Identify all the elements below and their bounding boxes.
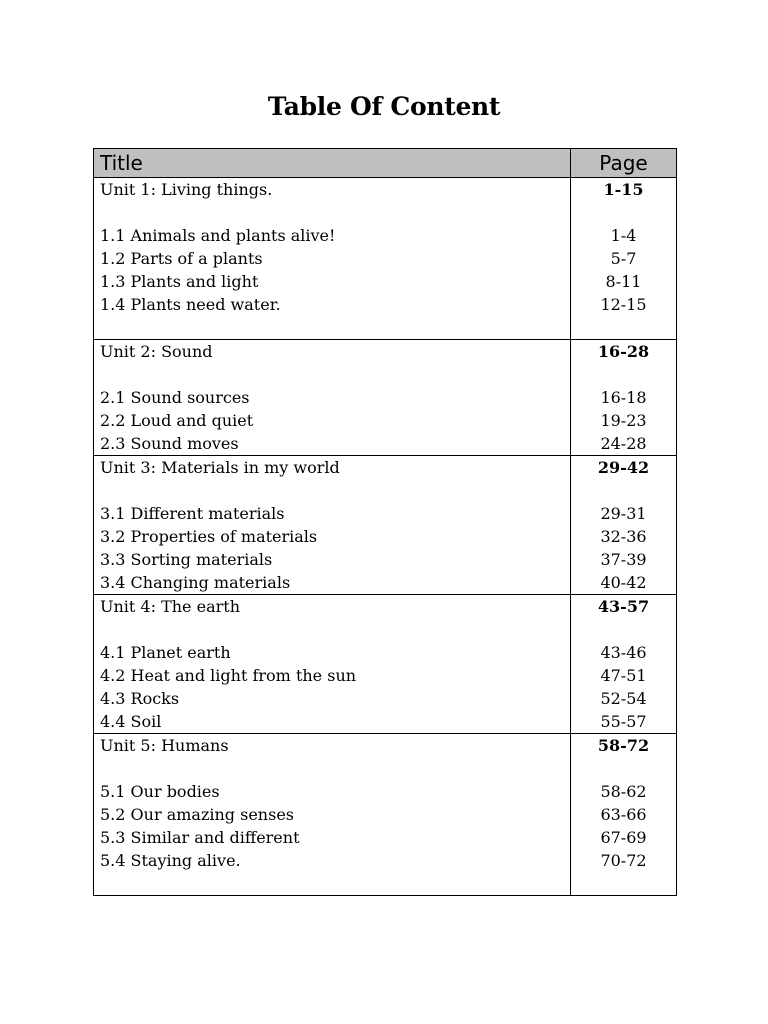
unit-row — [94, 734, 677, 758]
unit-row — [94, 178, 677, 202]
section-row — [94, 687, 677, 710]
unit-row — [94, 595, 677, 619]
section-row — [94, 641, 677, 664]
section-title: 3.1 Different materials — [94, 502, 571, 525]
unit-title: Unit 2: Sound — [94, 340, 571, 364]
section-row — [94, 502, 677, 525]
section-pages: 47-51 — [571, 664, 677, 687]
section-row — [94, 525, 677, 548]
section-title: 3.3 Sorting materials — [94, 548, 571, 571]
section-title: 4.2 Heat and light from the sun — [94, 664, 571, 687]
section-row — [94, 224, 677, 247]
section-title: 4.1 Planet earth — [94, 641, 571, 664]
section-row — [94, 664, 677, 687]
section-title: 1.1 Animals and plants alive! — [94, 224, 571, 247]
section-title: 4.3 Rocks — [94, 687, 571, 710]
unit-row — [94, 456, 677, 480]
section-pages: 55-57 — [571, 710, 677, 734]
section-title: 2.2 Loud and quiet — [94, 409, 571, 432]
spacer-row — [94, 316, 677, 340]
section-pages: 52-54 — [571, 687, 677, 710]
unit-pages: 58-72 — [571, 734, 677, 758]
section-row — [94, 293, 677, 316]
section-title: 3.2 Properties of materials — [94, 525, 571, 548]
section-pages: 29-31 — [571, 502, 677, 525]
unit-pages: 29-42 — [571, 456, 677, 480]
unit-title: Unit 1: Living things. — [94, 178, 571, 202]
section-title: 5.2 Our amazing senses — [94, 803, 571, 826]
section-title: 2.1 Sound sources — [94, 386, 571, 409]
section-title: 1.4 Plants need water. — [94, 293, 571, 316]
section-title: 3.4 Changing materials — [94, 571, 571, 595]
section-title: 5.1 Our bodies — [94, 780, 571, 803]
section-pages: 37-39 — [571, 548, 677, 571]
section-pages: 43-46 — [571, 641, 677, 664]
section-pages: 24-28 — [571, 432, 677, 456]
section-title: 5.4 Staying alive. — [94, 849, 571, 872]
title-column-header: Title — [94, 149, 571, 178]
section-row — [94, 849, 677, 872]
unit-title: Unit 4: The earth — [94, 595, 571, 619]
section-row — [94, 780, 677, 803]
section-row — [94, 826, 677, 849]
section-pages: 67-69 — [571, 826, 677, 849]
section-pages: 5-7 — [571, 247, 677, 270]
unit-title: Unit 5: Humans — [94, 734, 571, 758]
table-header-row — [94, 149, 677, 178]
section-row — [94, 803, 677, 826]
section-row — [94, 571, 677, 595]
section-title: 5.3 Similar and different — [94, 826, 571, 849]
unit-pages: 43-57 — [571, 595, 677, 619]
section-pages: 70-72 — [571, 849, 677, 872]
section-pages: 8-11 — [571, 270, 677, 293]
section-row — [94, 409, 677, 432]
spacer-row — [94, 479, 677, 502]
section-row — [94, 432, 677, 456]
section-title: 1.3 Plants and light — [94, 270, 571, 293]
unit-pages: 16-28 — [571, 340, 677, 364]
section-pages: 58-62 — [571, 780, 677, 803]
spacer-row — [94, 201, 677, 224]
spacer-row — [94, 872, 677, 896]
section-title: 1.2 Parts of a plants — [94, 247, 571, 270]
spacer-row — [94, 363, 677, 386]
unit-row — [94, 340, 677, 364]
section-pages: 16-18 — [571, 386, 677, 409]
section-pages: 40-42 — [571, 571, 677, 595]
unit-pages: 1-15 — [571, 178, 677, 202]
section-pages: 63-66 — [571, 803, 677, 826]
section-pages: 32-36 — [571, 525, 677, 548]
page-title: Table Of Content — [267, 92, 501, 121]
spacer-row — [94, 618, 677, 641]
section-pages: 1-4 — [571, 224, 677, 247]
section-title: 4.4 Soil — [94, 710, 571, 734]
unit-title: Unit 3: Materials in my world — [94, 456, 571, 480]
section-row — [94, 548, 677, 571]
section-row — [94, 386, 677, 409]
section-row — [94, 270, 677, 293]
section-title: 2.3 Sound moves — [94, 432, 571, 456]
section-pages: 19-23 — [571, 409, 677, 432]
page-column-header: Page — [571, 149, 677, 178]
section-row — [94, 247, 677, 270]
spacer-row — [94, 757, 677, 780]
section-row — [94, 710, 677, 734]
table-of-contents — [93, 148, 677, 896]
section-pages: 12-15 — [571, 293, 677, 316]
